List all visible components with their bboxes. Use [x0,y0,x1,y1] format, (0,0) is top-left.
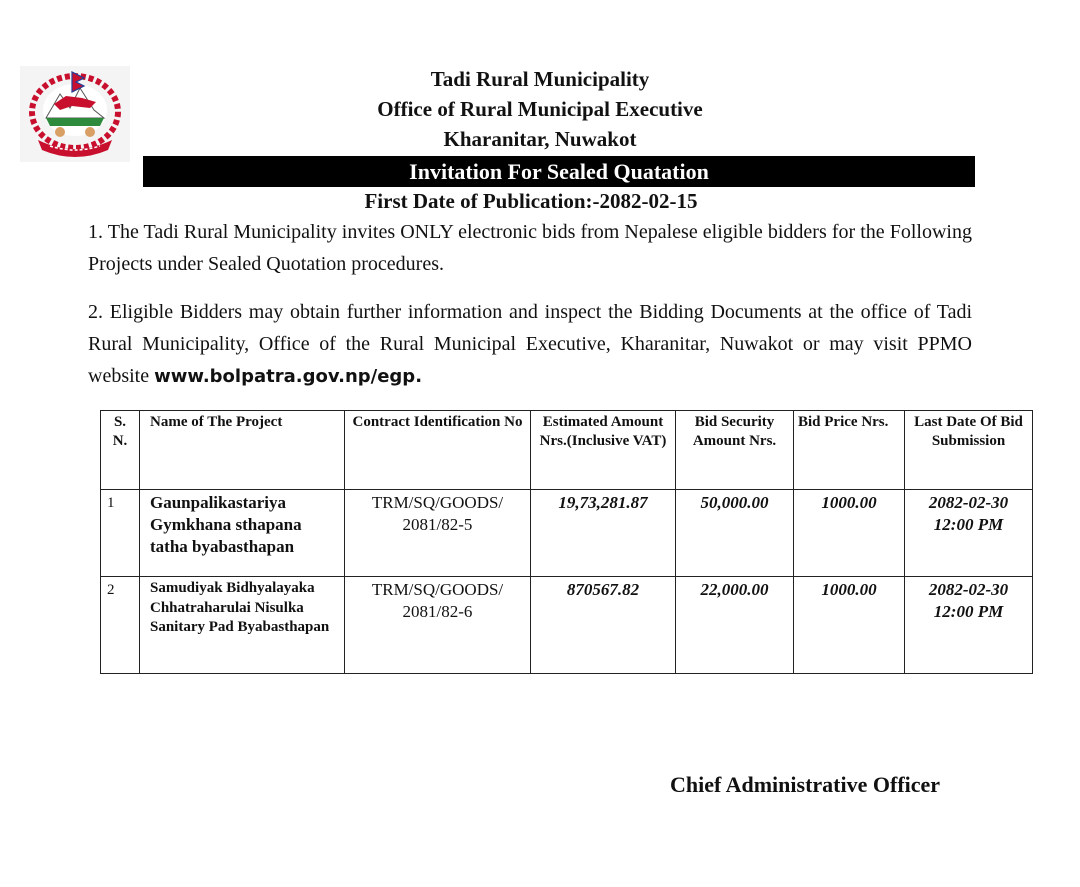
header-bid-price: Bid Price Nrs. [794,411,905,490]
municipality-name: Tadi Rural Municipality [430,67,650,91]
header-last-date: Last Date Of Bid Submission [905,411,1033,490]
office-location: Kharanitar, Nuwakot [443,127,637,151]
paragraph-eligibility [88,296,972,393]
row-bid-security: 50,000.00 [676,490,794,577]
notice-title-banner: Invitation For Sealed Quatation [143,156,975,187]
table-header-row [101,411,1033,490]
row-estimated-amount: 870567.82 [531,577,676,674]
row-last-date: 2082-02-30 12:00 PM [905,577,1033,674]
publication-date: First Date of Publication:-2082-02-15 [364,189,698,213]
row-bid-price: 1000.00 [794,490,905,577]
header-sn: S. N. [101,411,140,490]
ppmo-website-link[interactable]: www.bolpatra.gov.np/egp. [154,366,423,387]
row-estimated-amount: 19,73,281.87 [531,490,676,577]
header-estimated-amount: Estimated Amount Nrs.(Inclusive VAT) [531,411,676,490]
row-bid-price: 1000.00 [794,577,905,674]
paragraph-invitation: 1. The Tadi Rural Municipality invites ONLY electronic bids from Nepalese eligible bidders for the Following Projects under Sealed Quotation procedures. [88,221,972,275]
row-sn: 1 [101,490,140,577]
row-sn: 2 [101,577,140,674]
header-contract-id: Contract Identification No [345,411,531,490]
row-bid-security: 22,000.00 [676,577,794,674]
row-last-date: 2082-02-30 12:00 PM [905,490,1033,577]
paragraph-eligibility-text: 2. Eligible Bidders may obtain further information and inspect the Bidding Documents at the office of Tadi Rural Municipality, Office of the Rural Municipal Executive, Kharanitar, Nuwakot or may visit PPMO website [88,301,972,387]
header-bid-security: Bid Security Amount Nrs. [676,411,794,490]
header-project-name: Name of The Project [140,411,345,490]
row-contract-id: TRM/SQ/GOODS/ 2081/82-5 [345,490,531,577]
office-name: Office of Rural Municipal Executive [377,97,703,121]
signatory-title: Chief Administrative Officer [670,772,941,797]
table-row [101,577,1033,674]
table-row [101,490,1033,577]
row-contract-id: TRM/SQ/GOODS/ 2081/82-6 [345,577,531,674]
row-project-name: Samudiyak Bidhyalayaka Chhatraharulai Nisulka Sanitary Pad Byabasthapan [140,577,345,674]
projects-table [100,410,1033,674]
row-project-name: Gaunpalikastariya Gymkhana sthapana tatha byabasthapan [140,490,345,577]
